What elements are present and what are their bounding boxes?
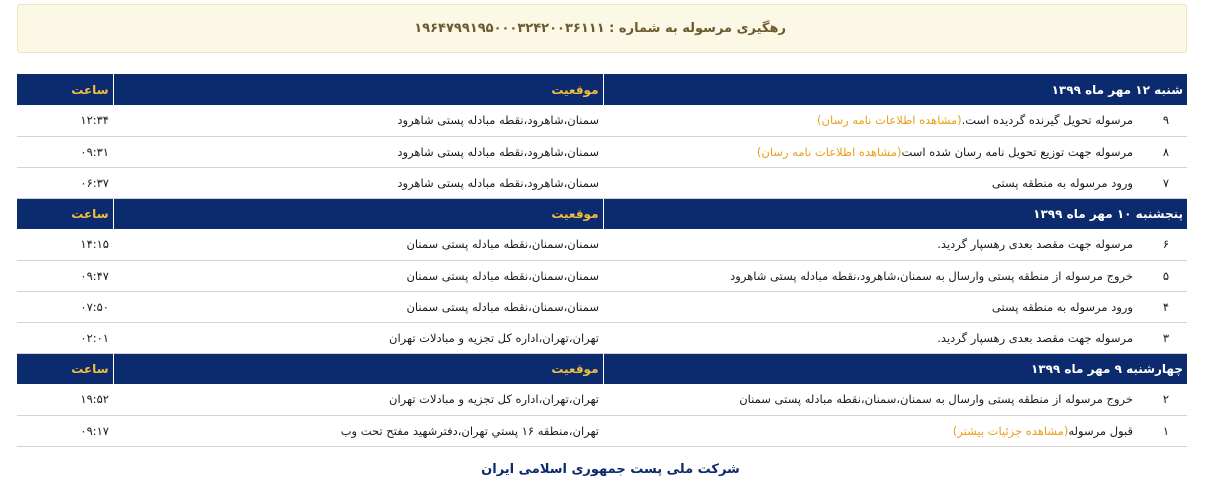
event-location: سمنان،شاهرود،نقطه مبادله پستی شاهرود xyxy=(113,136,603,167)
event-description: مرسوله جهت توزیع تحویل نامه رسان شده است xyxy=(901,144,1133,159)
event-location: سمنان،شاهرود،نقطه مبادله پستی شاهرود xyxy=(113,105,603,136)
time-column-header: ساعت xyxy=(17,198,113,229)
event-number: ۸ xyxy=(1162,144,1169,159)
event-number: ۳ xyxy=(1162,330,1169,345)
tracking-title: رهگیری مرسوله به شماره : ۱۹۶۴۷۹۹۱۹۵۰۰۰۳۲۴۲۰۰۳۶۱۱۱ xyxy=(414,21,786,36)
event-number: ۹ xyxy=(1162,113,1169,128)
event-description: مرسوله تحویل گیرنده گردیده است. xyxy=(961,113,1133,128)
event-location: سمنان،شاهرود،نقطه مبادله پستی شاهرود xyxy=(113,167,603,198)
location-column-header: موقعیت xyxy=(113,74,603,105)
event-time: ۰۲:۰۱ xyxy=(17,322,113,353)
event-cell xyxy=(603,105,1187,136)
event-description: مرسوله جهت مقصد بعدی رهسپار گردید. xyxy=(937,330,1133,345)
table-row xyxy=(17,384,1187,415)
event-description: خروج مرسوله از منطقه پستی وارسال به سمنان،سمنان،نقطه مبادله پستی سمنان xyxy=(739,392,1133,407)
event-location: تهران،تهران،اداره کل تجزیه و مبادلات تهران xyxy=(113,384,603,415)
event-location: سمنان،سمنان،نقطه مبادله پستی سمنان xyxy=(113,291,603,322)
event-cell xyxy=(603,167,1187,198)
table-row xyxy=(17,167,1187,198)
day-date: پنجشنبه ۱۰ مهر ماه ۱۳۹۹ xyxy=(603,198,1187,229)
footer-company-name: شرکت ملی پست جمهوری اسلامی ایران xyxy=(481,462,740,477)
table-row xyxy=(17,105,1187,136)
event-description: ورود مرسوله به منطقه پستی xyxy=(991,175,1133,190)
time-column-header: ساعت xyxy=(17,353,113,384)
table-row xyxy=(17,229,1187,260)
event-location: تهران،منطقه ۱۶ پستي تهران،دفترشهید مفتح تحت وب xyxy=(113,415,603,446)
event-number: ۷ xyxy=(1162,175,1169,190)
event-number: ۶ xyxy=(1162,237,1169,252)
table-row xyxy=(17,322,1187,353)
location-column-header: موقعیت xyxy=(113,353,603,384)
time-column-header: ساعت xyxy=(17,74,113,105)
event-time: ۱۹:۵۲ xyxy=(17,384,113,415)
event-number: ۵ xyxy=(1162,268,1169,283)
event-description: ورود مرسوله به منطقه پستی xyxy=(991,299,1133,314)
event-location: سمنان،سمنان،نقطه مبادله پستی سمنان xyxy=(113,229,603,260)
event-location: سمنان،سمنان،نقطه مبادله پستی سمنان xyxy=(113,260,603,291)
event-description: مرسوله جهت مقصد بعدی رهسپار گردید. xyxy=(937,237,1133,252)
event-description: قبول مرسوله xyxy=(1068,423,1133,438)
day-header-row xyxy=(17,74,1187,105)
event-cell xyxy=(603,415,1187,446)
event-time: ۱۴:۱۵ xyxy=(17,229,113,260)
event-cell xyxy=(603,136,1187,167)
event-time: ۰۹:۱۷ xyxy=(17,415,113,446)
table-row xyxy=(17,260,1187,291)
event-cell xyxy=(603,384,1187,415)
event-number: ۱ xyxy=(1162,423,1169,438)
event-location: تهران،تهران،اداره کل تجزیه و مبادلات تهران xyxy=(113,322,603,353)
day-header-row xyxy=(17,198,1187,229)
location-column-header: موقعیت xyxy=(113,198,603,229)
table-row xyxy=(17,415,1187,446)
event-time: ۰۹:۴۷ xyxy=(17,260,113,291)
event-number: ۲ xyxy=(1162,392,1169,407)
event-cell xyxy=(603,322,1187,353)
day-date: چهارشنبه ۹ مهر ماه ۱۳۹۹ xyxy=(603,353,1187,384)
event-number: ۴ xyxy=(1162,299,1169,314)
day-header-row xyxy=(17,353,1187,384)
table-row xyxy=(17,136,1187,167)
event-cell xyxy=(603,291,1187,322)
tracking-table xyxy=(17,74,1187,447)
event-time: ۱۲:۳۴ xyxy=(17,105,113,136)
event-time: ۰۷:۵۰ xyxy=(17,291,113,322)
details-link[interactable]: (مشاهده جزئیات بیشتر) xyxy=(952,423,1069,438)
details-link[interactable]: (مشاهده اطلاعات نامه رسان) xyxy=(756,144,902,159)
event-time: ۰۹:۳۱ xyxy=(17,136,113,167)
day-date: شنبه ۱۲ مهر ماه ۱۳۹۹ xyxy=(603,74,1187,105)
tracking-title-box xyxy=(17,4,1187,53)
event-description: خروج مرسوله از منطقه پستی وارسال به سمنان،شاهرود،نقطه مبادله پستی شاهرود xyxy=(730,268,1133,283)
table-row xyxy=(17,291,1187,322)
event-cell xyxy=(603,229,1187,260)
event-time: ۰۶:۳۷ xyxy=(17,167,113,198)
details-link[interactable]: (مشاهده اطلاعات نامه رسان) xyxy=(817,113,962,128)
event-cell xyxy=(603,260,1187,291)
